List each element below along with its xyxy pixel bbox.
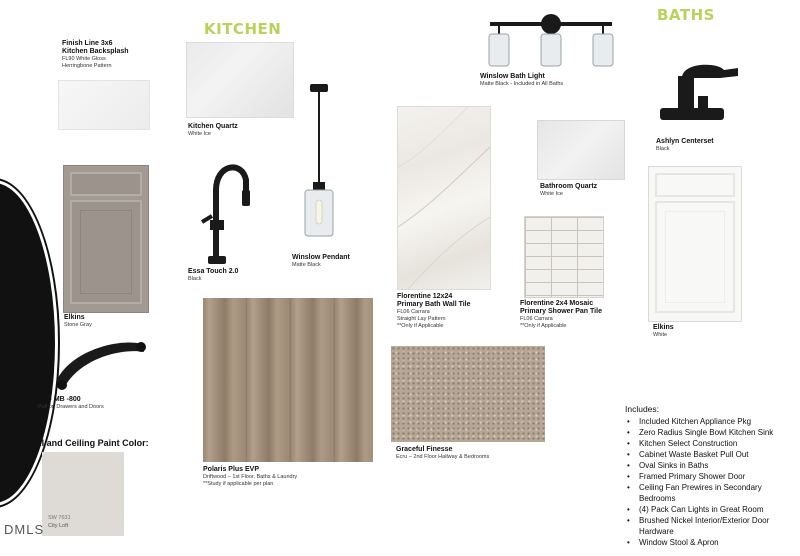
evp-sub-2: **Study if applicable per plan <box>203 481 274 487</box>
wall-tile-title-2: Primary Bath Wall Tile <box>397 301 471 308</box>
mosaic-sub-1: FL06 Carrara <box>520 316 553 322</box>
carpet-sub: Ecru – 2nd Floor Hallway & Bedrooms <box>396 454 490 460</box>
pendant-title: Winslow Pendant <box>292 254 350 261</box>
paint-title: Wall and Ceiling Paint Color: <box>26 438 149 448</box>
kitchen-faucet-label <box>188 268 238 283</box>
elkins-white-title: Elkins <box>653 324 674 331</box>
includes-item: • Framed Primary Shower Door <box>625 471 797 482</box>
handle-label <box>38 396 104 411</box>
dmls-watermark: DMLS <box>4 522 45 537</box>
includes-item: • Window Stool & Apron <box>625 537 797 548</box>
kitchen-faucet-sub: Black <box>188 276 202 282</box>
bath-quartz-title: Bathroom Quartz <box>540 183 598 190</box>
baths-header: BATHS <box>657 6 715 24</box>
mosaic-tile-swatch <box>524 216 604 298</box>
elkins-stone-label <box>64 314 92 329</box>
mosaic-sub-2: **Only if Applicable <box>520 323 567 329</box>
elkins-stone-title: Elkins <box>64 314 85 321</box>
evp-flooring-swatch <box>203 298 373 462</box>
kitchen-quartz-sub: White Ice <box>188 131 211 137</box>
bath-quartz-sub: White Ice <box>540 191 563 197</box>
bath-quartz-label <box>540 183 597 198</box>
bath-light-label <box>480 73 563 88</box>
elkins-white-label <box>653 324 674 339</box>
carpet-label <box>396 446 489 461</box>
pendant-label <box>292 254 350 269</box>
mosaic-title-1: Florentine 2x4 Mosaic <box>520 300 594 307</box>
backsplash-sub-1: FL90 White Gloss <box>62 56 106 62</box>
cabinet-pull-icon <box>50 330 150 392</box>
wall-tile-sub-2: Straight Lay Pattern <box>397 316 446 322</box>
backsplash-title-1: Finish Line 3x6 <box>62 40 113 47</box>
bath-light-icon <box>484 8 618 70</box>
kitchen-quartz-swatch <box>186 42 294 118</box>
bath-faucet-label <box>656 138 714 153</box>
backsplash-sub-2: Herringbone Pattern <box>62 63 112 69</box>
includes-title: Includes: <box>625 404 660 414</box>
carpet-title: Graceful Finesse <box>396 446 453 453</box>
evp-title: Polaris Plus EVP <box>203 466 260 473</box>
backsplash-swatch <box>58 80 150 130</box>
pendant-light-icon <box>298 82 340 242</box>
mosaic-label <box>520 300 602 330</box>
wall-tile-swatch <box>397 106 491 290</box>
kitchen-header: KITCHEN <box>204 20 282 38</box>
wall-tile-sub-1: FL06 Carrara <box>397 309 430 315</box>
paint-swatch <box>42 452 124 536</box>
wall-tile-sub-3: **Only if Applicable <box>397 323 444 329</box>
elkins-white-cabinet <box>648 166 742 322</box>
kitchen-quartz-title: Kitchen Quartz <box>188 123 238 130</box>
bath-quartz-swatch <box>537 120 625 180</box>
elkins-white-sub: White <box>653 332 668 338</box>
wall-tile-title-1: Florentine 12x24 <box>397 293 453 300</box>
includes-panel <box>625 404 797 548</box>
includes-item: • Included Kitchen Appliance Pkg <box>625 416 797 427</box>
carpet-swatch <box>391 346 545 442</box>
bath-faucet-title: Ashlyn Centerset <box>656 138 714 145</box>
kitchen-faucet-title: Essa Touch 2.0 <box>188 268 239 275</box>
paint-name: City Loft <box>48 523 69 529</box>
includes-item: • Kitchen Select Construction <box>625 438 797 449</box>
includes-item: • Brushed Nickel Interior/Exterior Door Hardware <box>625 515 797 537</box>
bath-light-title: Winslow Bath Light <box>480 73 545 80</box>
includes-item: • Zero Radius Single Bowl Kitchen Sink <box>625 427 797 438</box>
backsplash-label <box>62 40 172 70</box>
wall-tile-label <box>397 293 471 330</box>
elkins-stone-cabinet <box>63 165 149 313</box>
kitchen-faucet-icon <box>192 150 252 268</box>
pendant-sub: Matte Black <box>292 262 321 268</box>
kitchen-quartz-label <box>188 123 238 138</box>
evp-label <box>203 466 383 488</box>
handle-sub: Pull on Drawers and Doors <box>38 404 104 410</box>
backsplash-title-2: Kitchen Backsplash <box>62 48 129 55</box>
handle-title: HP - MB -800 <box>38 396 81 403</box>
bath-faucet-sub: Black <box>656 146 670 152</box>
includes-item: • (4) Pack Can Lights in Great Room <box>625 504 797 515</box>
bath-faucet-icon <box>648 56 744 128</box>
paint-code: SW 7631 <box>48 515 71 521</box>
bath-light-sub: Matte Black - Included in All Baths <box>480 81 564 87</box>
includes-item: • Ceiling Fan Prewires in Secondary Bedrooms <box>625 482 797 504</box>
includes-list <box>625 416 797 548</box>
mosaic-title-2: Primary Shower Pan Tile <box>520 308 602 315</box>
includes-item: • Oval Sinks in Baths <box>625 460 797 471</box>
elkins-stone-sub: Stone Gray <box>64 322 92 328</box>
evp-sub-1: Driftwood – 1st Floor, Baths & Laundry <box>203 474 298 480</box>
includes-item: • Cabinet Waste Basket Pull Out <box>625 449 797 460</box>
